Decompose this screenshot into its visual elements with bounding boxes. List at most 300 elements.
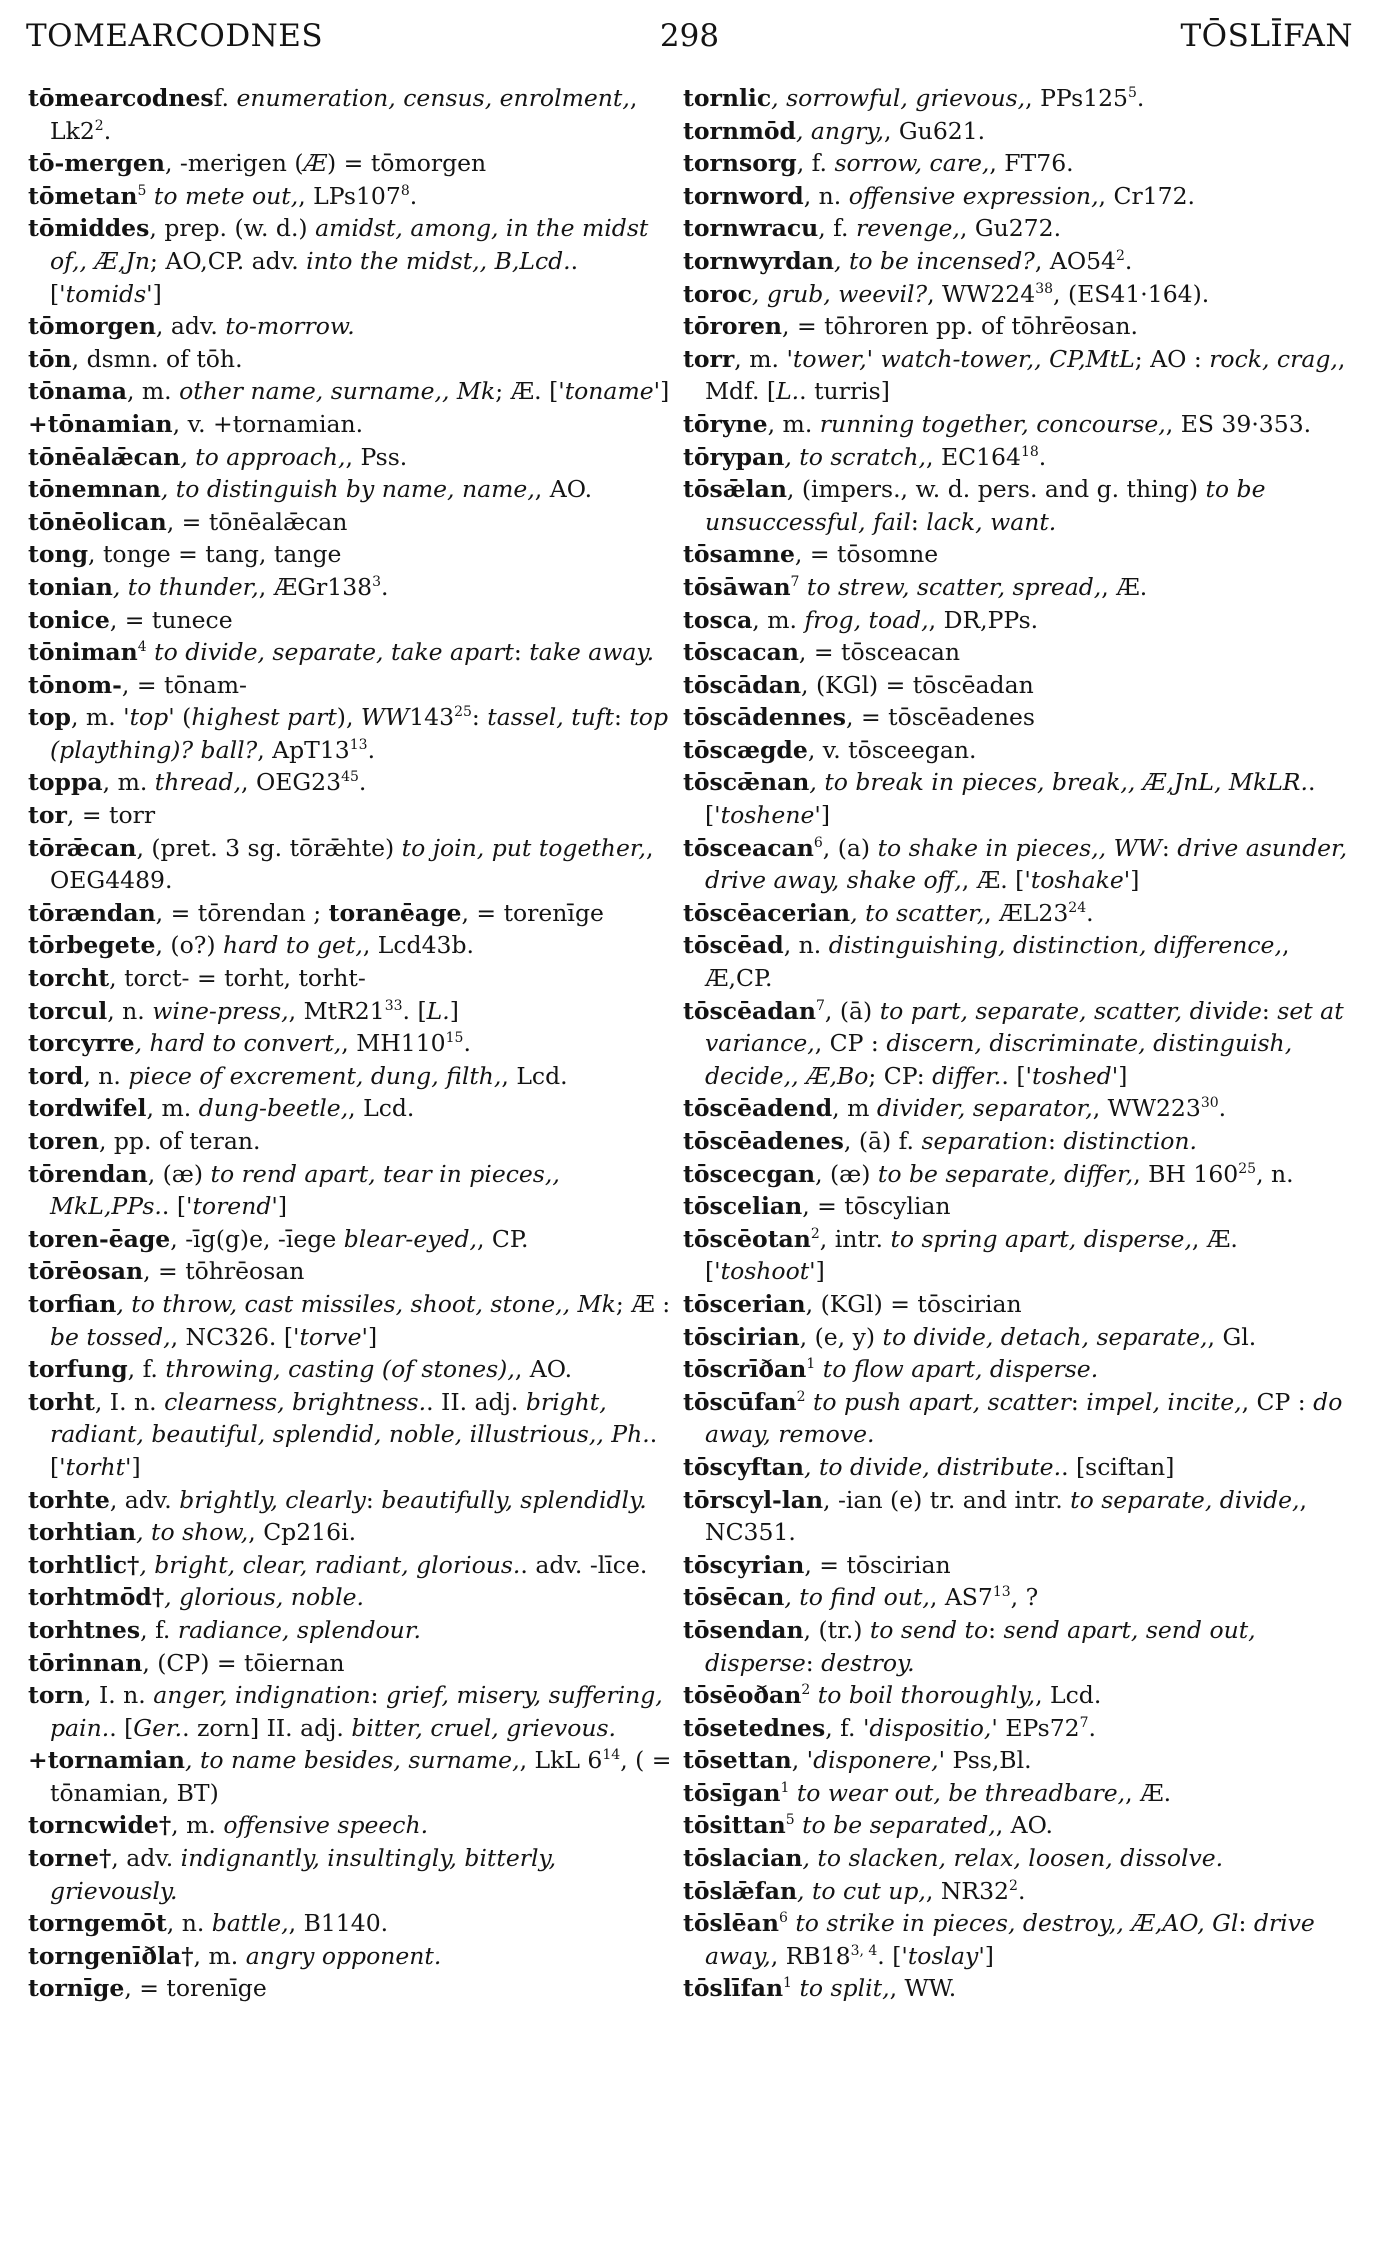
entry-text: . (1218, 1094, 1227, 1123)
entry-text: , PPs125 (1025, 84, 1128, 112)
headword: torfian (28, 1289, 117, 1318)
entry-text: , FT76. (989, 149, 1074, 178)
dictionary-entry (683, 1809, 1353, 1842)
entry-text: , Lcd. (1035, 1681, 1102, 1710)
dictionary-entry (683, 1744, 1353, 1777)
entry-text: ] (820, 801, 831, 830)
dictionary-entry (28, 441, 672, 474)
gloss: be tossed, (50, 1322, 171, 1351)
entry-text: , Lcd. (501, 1061, 568, 1090)
dictionary-entry (28, 1158, 672, 1223)
entry-text: : (1238, 1909, 1254, 1938)
entry-text: , (æ) (147, 1159, 211, 1188)
entry-text: . (463, 1029, 471, 1058)
superscript: 2 (801, 1682, 811, 1699)
entry-text: : (1261, 996, 1278, 1025)
dictionary-entry (28, 310, 672, 343)
headword: tōnama (28, 377, 127, 406)
headword: torhtian (28, 1518, 137, 1547)
gloss: to boil thoroughly, (810, 1681, 1036, 1710)
entry-text: , adv. (155, 312, 226, 341)
gloss: 'torend' (186, 1192, 278, 1221)
entry-text: , = tōscylian (802, 1192, 951, 1221)
dictionary-entry (28, 538, 672, 571)
entry-text: , pp. of teran. (98, 1127, 261, 1155)
gloss: , to scatter, (850, 898, 985, 927)
gloss: lack, want. (926, 507, 1057, 536)
entry-text: , WW224 (927, 279, 1036, 308)
headword: tonian (28, 572, 113, 601)
headword: tōscēotan (683, 1224, 811, 1253)
gloss: radiance, splendour. (177, 1615, 421, 1644)
dictionary-entry (683, 1158, 1353, 1191)
dictionary-entry (28, 1581, 672, 1614)
headword: tōsendan (683, 1615, 804, 1644)
superscript: 13 (992, 1584, 1011, 1601)
gloss: , to distinguish by name, name, (160, 475, 535, 504)
dictionary-entry (28, 473, 672, 506)
entry-text: , = torenīge (124, 1974, 267, 2003)
headword: tōrbegete (28, 931, 156, 960)
dictionary-entry (28, 506, 672, 539)
entry-text: , DR,PPs. (928, 605, 1039, 634)
dictionary-entry (28, 1092, 672, 1125)
entry-text: , Cr172. (1098, 181, 1196, 210)
entry-text: , (KGl) = tōscirian (805, 1289, 1022, 1318)
entry-text: , f. (818, 214, 856, 243)
entry-text: , ? (1010, 1583, 1039, 1612)
headword: tōsēoðan (683, 1681, 802, 1710)
gloss: , to thunder, (112, 572, 259, 601)
headword: toranēage (328, 898, 462, 927)
gloss: , MkL,PPs. (50, 1159, 560, 1221)
entry-text: , Gu621. (883, 116, 986, 145)
headword: tōslēan (683, 1909, 779, 1938)
gloss: , to divide, distribute. (804, 1452, 1062, 1481)
headword: tornwracu (683, 214, 819, 243)
entry-text: , n. (783, 931, 829, 960)
gloss: impel, incite, (1086, 1387, 1242, 1416)
gloss: , to break in pieces, break, (809, 768, 1128, 797)
superscript: 45 (341, 769, 359, 786)
entry-text: , Æ,CP. (705, 931, 1290, 993)
dictionary-entry (28, 180, 672, 213)
entry-text: . adv. -līce. (520, 1550, 648, 1579)
entry-text: ] (984, 1941, 994, 1970)
dictionary-entry (683, 636, 1353, 669)
dictionary-entry (683, 82, 1353, 115)
gloss: Ger. (133, 1713, 183, 1742)
dictionary-entry (28, 1842, 672, 1907)
entry-text: , (KGl) = tōscēadan (801, 670, 1034, 699)
dictionary-entry (28, 1940, 672, 1973)
headword: tosca (683, 605, 753, 634)
dictionary-entry (683, 1581, 1353, 1614)
dictionary-entry (28, 1386, 672, 1484)
gloss: 'toshene' (714, 801, 821, 830)
entry-text: , = tōhrēosan (143, 1257, 305, 1286)
headword: tōscādan (683, 670, 802, 699)
entry-text: , (tr.) (803, 1615, 870, 1644)
entry-text: , I. n. (94, 1387, 165, 1416)
gloss: , to throw, cast missiles, shoot, stone, (116, 1289, 563, 1318)
dictionary-entry (683, 278, 1353, 311)
entry-text: , (CP) = tōiernan (142, 1648, 345, 1677)
left-guide-word: TOMEARCODNES (26, 18, 324, 54)
dictionary-entry (683, 538, 1353, 571)
entry-text: , WW223 (1092, 1094, 1201, 1123)
entry-text: , Gl. (1207, 1322, 1257, 1351)
gloss: top (129, 703, 169, 732)
dictionary-entry (683, 929, 1353, 994)
entry-text: ' (866, 344, 881, 373)
gloss: clearness, brightness. (164, 1387, 427, 1416)
superscript: 2 (1116, 247, 1125, 264)
entry-text: , = tōnam- (121, 670, 247, 699)
headword: torn (28, 1681, 84, 1710)
headword: tōsǣlan (683, 475, 787, 504)
gloss: disponere, (813, 1746, 939, 1775)
entry-text: ; Æ : (615, 1289, 671, 1318)
superscript: 13 (349, 736, 368, 753)
headword: tōscēad (683, 931, 784, 960)
gloss: take away. (529, 638, 655, 667)
entry-text: . [ (877, 1941, 902, 1970)
headword: tōsēcan (683, 1583, 785, 1612)
entry-text: , AO. (514, 1355, 573, 1384)
gloss: , hard to convert, (134, 1029, 342, 1058)
gloss: dispositio, (869, 1713, 992, 1742)
gloss: separation (921, 1127, 1048, 1155)
headword: torngemōt (28, 1909, 167, 1938)
entry-text: , (æ) (815, 1159, 878, 1188)
headword: torfung (28, 1355, 128, 1384)
headword: tōscrīðan (683, 1355, 807, 1384)
entry-text: , Pss. (345, 442, 408, 471)
entry-text: : (365, 1485, 382, 1514)
gloss: , Æ,Jn (79, 246, 150, 275)
dictionary-entry (683, 1777, 1353, 1810)
entry-text: , Lk2 (50, 84, 638, 145)
entry-text: , AO. (995, 1811, 1054, 1840)
headword: tōscerian (683, 1289, 806, 1318)
dictionary-entry (683, 701, 1353, 734)
entry-text: : (613, 703, 630, 732)
entry-text: . [ (50, 1420, 658, 1481)
gloss: anger, indignation (153, 1681, 371, 1710)
gloss: other name, surname, (179, 377, 442, 406)
entry-text: . (381, 572, 389, 601)
gloss: to be separated, (794, 1811, 996, 1840)
headword: tōscǣnan (683, 768, 810, 797)
gloss: , Æ,Bo (791, 1061, 869, 1090)
entry-text: . (367, 735, 376, 764)
gloss: 'toshake' (1024, 866, 1131, 895)
entry-text: ] (815, 1257, 825, 1286)
entry-text: , intr. (819, 1224, 891, 1253)
entry-text: , adv. (111, 1844, 181, 1873)
headword: toren (28, 1127, 99, 1155)
headword: torcyrre (28, 1029, 135, 1058)
page-header (26, 14, 1353, 58)
headword: tornlic (683, 84, 772, 112)
headword: tōnēolican (28, 507, 167, 536)
dictionary-entry (28, 1060, 672, 1093)
dictionary-entry (28, 1223, 672, 1256)
headword: torhtnes (28, 1615, 141, 1644)
gloss: revenge, (855, 214, 960, 243)
entry-text: , = tōscēadenes (846, 703, 1035, 732)
gloss: , WW (1098, 833, 1162, 862)
gloss: angry opponent. (245, 1941, 442, 1970)
dictionary-entry (683, 1484, 1353, 1549)
superscript: 25 (454, 704, 472, 721)
entry-text: , Æ. (1125, 1778, 1172, 1807)
entry-text: ' ( (168, 703, 192, 732)
superscript: 15 (445, 1030, 464, 1047)
gloss: WW (360, 703, 410, 732)
superscript: 1 (806, 1356, 816, 1373)
entry-text: : (1047, 1127, 1064, 1155)
dictionary-entry (28, 1125, 672, 1158)
entry-text: , -merigen ( (164, 149, 304, 178)
gloss: tower, (792, 344, 867, 373)
dictionary-entry (683, 310, 1353, 343)
page-number: 298 (659, 18, 720, 54)
entry-text: . (103, 116, 112, 145)
entry-text: , Lcd. (348, 1094, 415, 1123)
headword: tōslacian (683, 1844, 803, 1873)
gloss: dung-beetle, (198, 1094, 349, 1123)
headword: tōscyftan (683, 1452, 804, 1481)
dictionary-entry (28, 995, 672, 1028)
entry-text: , = torenīge (461, 898, 604, 927)
dictionary-entry (28, 82, 672, 147)
superscript: 3, 4 (850, 1942, 878, 1959)
headword: torcul (28, 996, 108, 1025)
entry-text: , WW. (889, 1974, 957, 2003)
gloss: , Ph. (596, 1420, 650, 1449)
gloss: 'torve' (293, 1322, 368, 1351)
headword: tōniman (28, 638, 138, 667)
entry-text: , ES 39·353. (1165, 409, 1312, 438)
entry-text: , tonge = tang, tange (88, 540, 342, 569)
dictionary-entry (28, 604, 672, 637)
entry-text: f. (213, 84, 237, 112)
headword: tōscelian (683, 1192, 803, 1221)
headword: torne† (28, 1844, 112, 1873)
gloss: , to approach, (180, 442, 346, 471)
entry-text: , I. n. (84, 1681, 154, 1710)
gloss: 'toname' (558, 377, 661, 406)
headword: toren-ēage (28, 1224, 171, 1253)
dictionary-entry (683, 1875, 1353, 1908)
gloss: to join, put together, (401, 833, 646, 862)
gloss: to mete out, (146, 181, 299, 210)
headword: torht (28, 1387, 95, 1416)
gloss: brightly, clearly (179, 1485, 366, 1514)
entry-text: ), (336, 703, 361, 732)
entry-text: , NC351. (705, 1485, 1308, 1547)
entry-text: . [ (402, 996, 427, 1025)
headword: tord (28, 1061, 84, 1090)
gloss: discern, discriminate, distinguish, decide, (705, 1029, 1293, 1090)
left-column (28, 82, 672, 2005)
entry-text: . (1124, 246, 1133, 275)
gloss: to wear out, be threadbare, (789, 1778, 1126, 1807)
superscript: 7 (1079, 1714, 1089, 1731)
gloss: , Mk (562, 1289, 616, 1318)
entry-text: : (1070, 1387, 1087, 1416)
headword: tōscūfan (683, 1387, 797, 1416)
headword: torr (683, 344, 735, 373)
entry-text: , m. (752, 605, 805, 634)
superscript: 3 (372, 573, 382, 590)
entry-text: . [ (1001, 1061, 1026, 1090)
entry-text: , (ā) f. (843, 1127, 922, 1155)
entry-text: , (pret. 3 sg. tōrǣhte) (136, 833, 402, 862)
dictionary-entry (28, 1972, 672, 2005)
gloss: , Æ,JnL, MkLR. (1127, 768, 1308, 797)
gloss: bright, radiant, beautiful, splendid, noble, illustrious, (50, 1387, 607, 1449)
entry-text: , -īg(g)e, -īege (170, 1224, 344, 1253)
entry-text: ] (152, 279, 162, 308)
headword: tordwifel (28, 1094, 147, 1123)
entry-text: , n. (1256, 1159, 1294, 1188)
entry-text: , ApT13 (257, 735, 350, 764)
entry-text: , ÆGr138 (258, 572, 373, 601)
superscript: 18 (1020, 443, 1039, 460)
entry-text: , n. (107, 996, 153, 1025)
dictionary-entry (28, 1679, 672, 1744)
dictionary-entry (683, 1972, 1353, 2005)
headword: torhtlic† (28, 1550, 140, 1579)
gloss: to split, (791, 1974, 890, 2003)
dictionary-entry (28, 571, 672, 604)
superscript: 5 (137, 182, 147, 199)
gloss: piece of excrement, dung, filth, (128, 1061, 502, 1090)
headword: tōscādennes (683, 703, 847, 732)
gloss: , Mk (441, 377, 496, 406)
dictionary-entry (28, 1614, 672, 1647)
gloss: 'toshoot' (714, 1257, 816, 1286)
entry-text: . (409, 181, 418, 210)
superscript: 5 (1128, 85, 1137, 101)
superscript: 6 (813, 834, 823, 851)
headword: torcht (28, 964, 110, 993)
headword: tōmetan (28, 181, 138, 210)
entry-text: , ' (791, 1746, 814, 1775)
entry-text: , f. (127, 1355, 166, 1384)
entry-text: , Æ. (1101, 572, 1148, 601)
entry-text: , m (832, 1094, 877, 1123)
entry-text: ; AO : (1134, 344, 1210, 373)
headword: tōrændan (28, 898, 156, 927)
superscript: 2 (94, 117, 104, 134)
dictionary-entry (28, 962, 672, 995)
headword: tōsettan (683, 1746, 792, 1775)
entry-text: , Æ. [ (705, 1224, 1238, 1286)
dictionary-entry (28, 1484, 672, 1517)
dictionary-entry (683, 995, 1353, 1093)
gloss: to divide, separate, take apart (146, 638, 514, 667)
dictionary-entry (683, 1386, 1353, 1451)
headword: tōscēacerian (683, 898, 851, 927)
gloss: , to scratch, (784, 442, 926, 471)
headword: tornsorg (683, 149, 797, 178)
gloss: highest part (191, 703, 337, 732)
gloss: , angry, (795, 116, 884, 145)
entry-text: , f. ' (825, 1713, 870, 1742)
gloss: indignantly, insultingly, bitterly, grievously. (50, 1844, 557, 1905)
gloss: amidst, among, in the midst of, (50, 214, 649, 275)
entry-text: , (a) (822, 833, 878, 862)
entry-text: , prep. (w. d.) (149, 214, 316, 243)
headword: top (28, 703, 71, 732)
entry-text: , (e, y) (799, 1322, 883, 1351)
entry-text: ] (1130, 866, 1140, 895)
dictionary-entry (28, 1027, 672, 1060)
dictionary-entry (683, 1842, 1353, 1875)
entry-text: . [ (50, 246, 579, 308)
headword: torngenīðla† (28, 1941, 194, 1970)
entry-text: . (1088, 1713, 1097, 1742)
gloss: offensive speech. (223, 1811, 429, 1840)
headword: tōrypan (683, 442, 785, 471)
dictionary-entry (28, 1549, 672, 1582)
gloss: hard to get, (222, 931, 363, 960)
entry-text: : (370, 1681, 386, 1710)
gloss: battle, (211, 1909, 289, 1938)
entry-text: , m. (767, 409, 820, 438)
headword: tōscēadan (683, 996, 816, 1025)
entry-text: . II. adj. (426, 1387, 526, 1416)
gloss: to flow apart, disperse. (815, 1355, 1099, 1384)
dictionary-entry (28, 343, 672, 376)
entry-text: , adv. (109, 1485, 180, 1514)
gloss: , glorious, noble. (164, 1583, 365, 1612)
headword: toppa (28, 768, 103, 797)
superscript: 6 (778, 1910, 788, 1927)
headword: tōscacan (683, 638, 799, 667)
entry-text: ] (449, 996, 459, 1025)
dictionary-entry (28, 897, 672, 930)
dictionary-entry (683, 1712, 1353, 1745)
gloss: frog, toad, (804, 605, 929, 634)
superscript: 7 (816, 997, 825, 1014)
entry-text: ] (277, 1192, 288, 1221)
entry-text: , Gu272. (959, 214, 1062, 243)
gloss: to be separate, differ, (877, 1159, 1134, 1188)
entry-text: ] (660, 377, 670, 406)
gloss: to-morrow. (225, 312, 355, 341)
entry-text: , MH110 (341, 1029, 446, 1058)
dictionary-entry (28, 799, 672, 832)
dictionary-entry (28, 375, 672, 408)
headword: tōryne (683, 409, 768, 438)
dictionary-entry (683, 147, 1353, 180)
gloss: , CP,MtL (1034, 344, 1135, 373)
entry-text: ; Æ. [ (495, 377, 559, 406)
headword: tōscyrian (683, 1550, 805, 1579)
dictionary-entry (683, 1907, 1353, 1972)
dictionary-entry (683, 115, 1353, 148)
gloss: enumeration, census, enrolment, (236, 84, 630, 112)
entry-text: , ÆL23 (984, 898, 1069, 927)
gloss: , bright, clear, radiant, glorious. (139, 1550, 521, 1579)
headword: tōscēadend (683, 1094, 833, 1123)
entry-text: , NR32 (925, 1876, 1010, 1905)
